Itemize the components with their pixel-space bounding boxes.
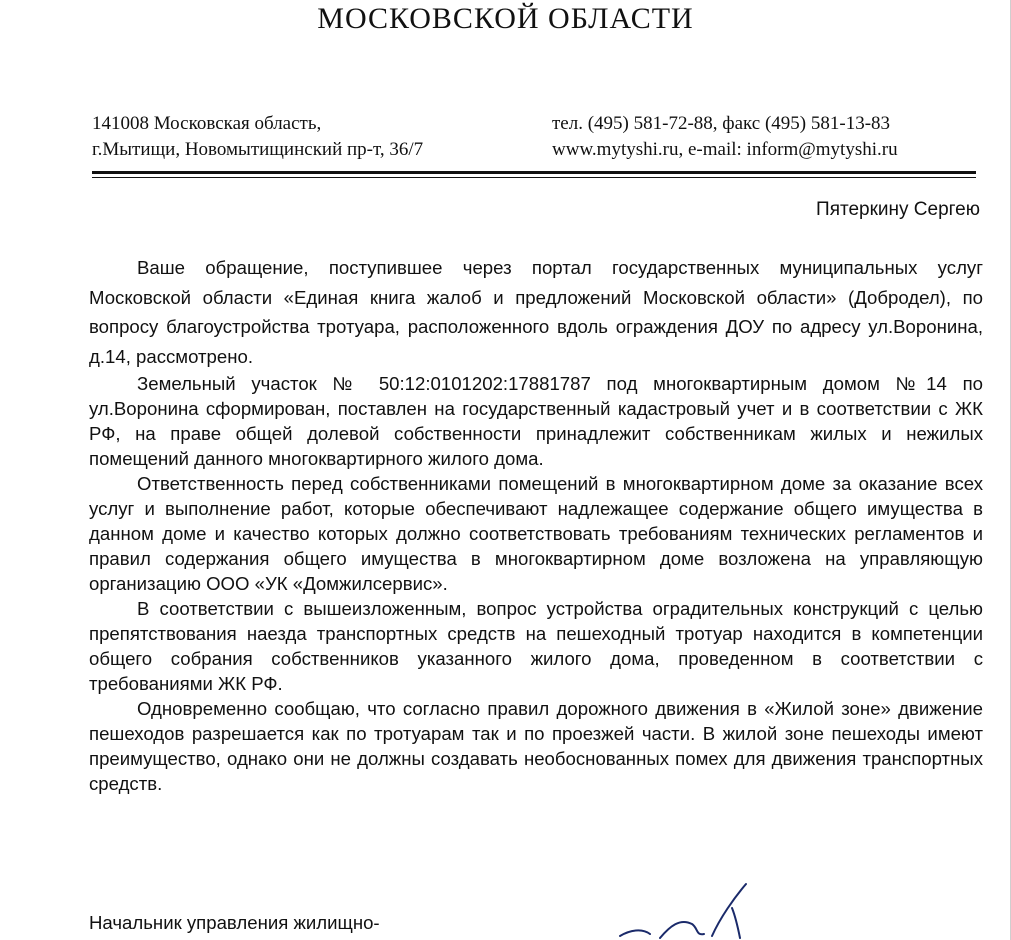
- recipient-name: Пятеркину Сергею: [816, 199, 980, 220]
- contact-info: [552, 111, 898, 163]
- body-paragraph-1: Ваше обращение, поступившее через портал государственных муниципальных услуг Московской области «Единая книга жалоб и предложений Московской области» (Добродел), по вопросу благоустройства тротуара, расположенного вдоль ограждения ДОУ по адресу ул.Воронина, д.14, рассмотрено.: [89, 257, 983, 367]
- header-rule-thick: [92, 171, 976, 174]
- header-rule-thin: [92, 177, 976, 178]
- contact-phone-fax: тел. (495) 581-72-88, факс (495) 581-13-83: [552, 113, 891, 134]
- signatory-title: Начальник управления жилищно-: [89, 912, 380, 933]
- contact-web-email: www.mytyshi.ru, e-mail: inform@mytyshi.ru: [552, 139, 898, 160]
- organization-title: МОСКОВСКОЙ ОБЛАСТИ: [317, 2, 694, 35]
- body-paragraph-3: Ответственность перед собственниками помещений в многоквартирном доме за оказание всех услуг и выполнение работ, которые обеспечивают надлежащее содержание общего имущества в данном доме и качество которых должно соответствовать требованиям технических регламентов и правил содержания общего имущества в многоквартирном доме возложена на управляющую организацию ООО «УК «Домжилсервис».: [89, 473, 983, 594]
- address-line-2: г.Мытищи, Новомытищинский пр-т, 36/7: [92, 139, 424, 160]
- body-paragraph-2: Земельный участок № 50:12:0101202:17881787 под многоквартирным домом №14 по ул.Воронина сформирован, поставлен на государственный кадастровый учет и в соответствии с ЖК РФ, на праве общей долевой собственности принадлежит собственникам жилых и нежилых помещений данного многоквартирного жилого дома.: [89, 373, 983, 469]
- address-line-1: 141008 Московская область,: [92, 113, 322, 134]
- handwritten-signature: [600, 878, 760, 940]
- body-paragraph-5: Одновременно сообщаю, что согласно правил дорожного движения в «Жилой зоне» движение пешеходов разрешается как по тротуарам так и по проезжей части. В жилой зоне пешеходы имеют преимущество, однако они не должны создавать необоснованных помех для движения транспортных средств.: [89, 698, 983, 794]
- postal-address: [92, 111, 423, 163]
- body-paragraph-4: В соответствии с вышеизложенным, вопрос устройства оградительных конструкций с целью препятствования наезда транспортных средств на пешеходный тротуар находится в компетенции общего собрания собственников указанного жилого дома, проведенном в соответствии с требованиями ЖК РФ.: [89, 598, 983, 694]
- letter-body: [89, 253, 983, 796]
